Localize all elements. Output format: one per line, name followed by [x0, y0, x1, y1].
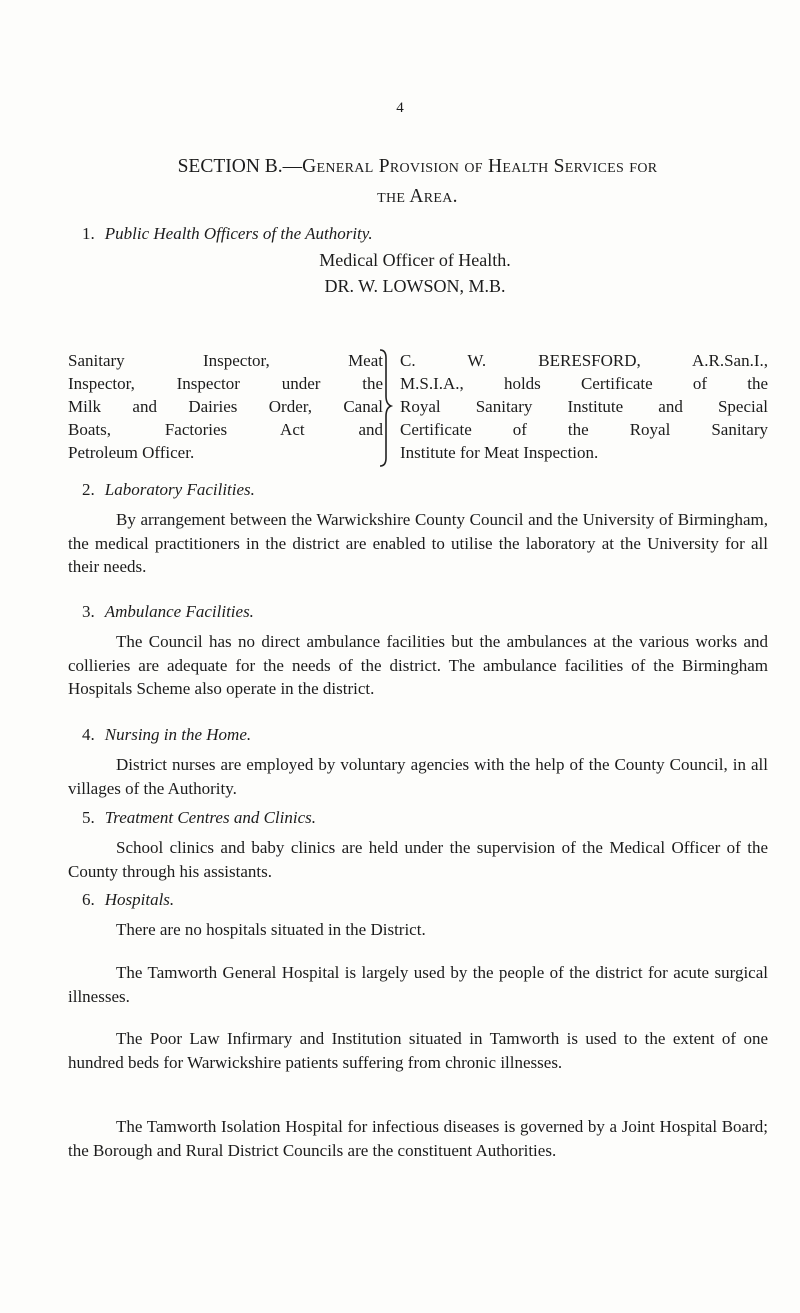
item-heading-hospitals: [82, 890, 174, 910]
name-line: Institute for Meat Inspection.: [400, 443, 599, 462]
name-line: Certificate of the Royal Sanitary: [400, 420, 768, 439]
paragraph-hospitals-1: There are no hospitals situated in the District.: [116, 920, 426, 939]
sanitary-roles: [68, 349, 383, 464]
roles-line: Boats, Factories Act and: [68, 420, 383, 439]
item-heading-officers: [82, 224, 373, 244]
paragraph-laboratory: By arrangement between the Warwickshire County Council and the University of Birmingham, the medical practitioners in the district are enabled to utilise the laboratory at the University for all their needs.: [68, 510, 768, 576]
roles-line: Petroleum Officer.: [68, 443, 195, 462]
item-number: 4.: [82, 725, 95, 744]
paragraph-hospitals-4: The Tamworth Isolation Hospital for infectious diseases is governed by a Joint Hospital Board; the Borough and Rural District Councils are the constituent Authorities.: [68, 1117, 768, 1160]
item-number: 2.: [82, 480, 95, 499]
item-title: Nursing in the Home.: [104, 725, 252, 744]
section-title-part2: the Area.: [377, 186, 458, 207]
item-number: 1.: [82, 224, 95, 243]
item-number: 5.: [82, 808, 95, 827]
name-line: M.S.I.A., holds Certificate of the: [400, 374, 768, 393]
roles-line: Sanitary Inspector, Meat: [68, 351, 383, 370]
section-title: [70, 152, 765, 212]
page-number: 4: [396, 100, 404, 116]
paragraph-hospitals-3: The Poor Law Infirmary and Institution situated in Tamworth is used to the extent of one hundred beds for Warwickshire patients suffering from chronic illnesses.: [68, 1029, 768, 1072]
item-title: Hospitals.: [104, 890, 175, 909]
item-heading-clinics: [82, 808, 316, 828]
curly-brace-icon: [376, 348, 396, 468]
paragraph-ambulance: The Council has no direct ambulance facilities but the ambulances at the various works and collieries are adequate for the needs of the district. The ambulance facilities of the Birmingham Hospitals Scheme also operate in the district.: [68, 632, 768, 698]
item-number: 3.: [82, 602, 95, 621]
section-prefix: SECTION B.—: [177, 156, 303, 177]
item-title: Public Health Officers of the Authority.: [104, 224, 373, 243]
item-title: Treatment Centres and Clinics.: [104, 808, 316, 827]
section-title-part1: General Provision of Health Services for: [302, 156, 658, 177]
moh-title: Medical Officer of Health.: [319, 250, 511, 270]
name-line: Royal Sanitary Institute and Special: [400, 397, 768, 416]
paragraph-clinics: School clinics and baby clinics are held under the supervision of the Medical Officer of the County through his assistants.: [68, 838, 768, 881]
paragraph-nursing: District nurses are employed by voluntary agencies with the help of the County Council, in all villages of the Authority.: [68, 755, 768, 798]
roles-line: Milk and Dairies Order, Canal: [68, 397, 383, 416]
sanitary-inspector-name: [400, 349, 768, 464]
roles-line: Inspector, Inspector under the: [68, 374, 383, 393]
item-heading-laboratory: [82, 480, 255, 500]
moh-name: DR. W. LOWSON, M.B.: [324, 276, 506, 296]
item-heading-ambulance: [82, 602, 254, 622]
item-heading-nursing: [82, 725, 251, 745]
paragraph-hospitals-2: The Tamworth General Hospital is largely used by the people of the district for acute surgical illnesses.: [68, 963, 768, 1006]
name-line: C. W. BERESFORD, A.R.San.I.,: [400, 351, 768, 370]
item-title: Laboratory Facilities.: [104, 480, 255, 499]
item-title: Ambulance Facilities.: [104, 602, 254, 621]
item-number: 6.: [82, 890, 95, 909]
